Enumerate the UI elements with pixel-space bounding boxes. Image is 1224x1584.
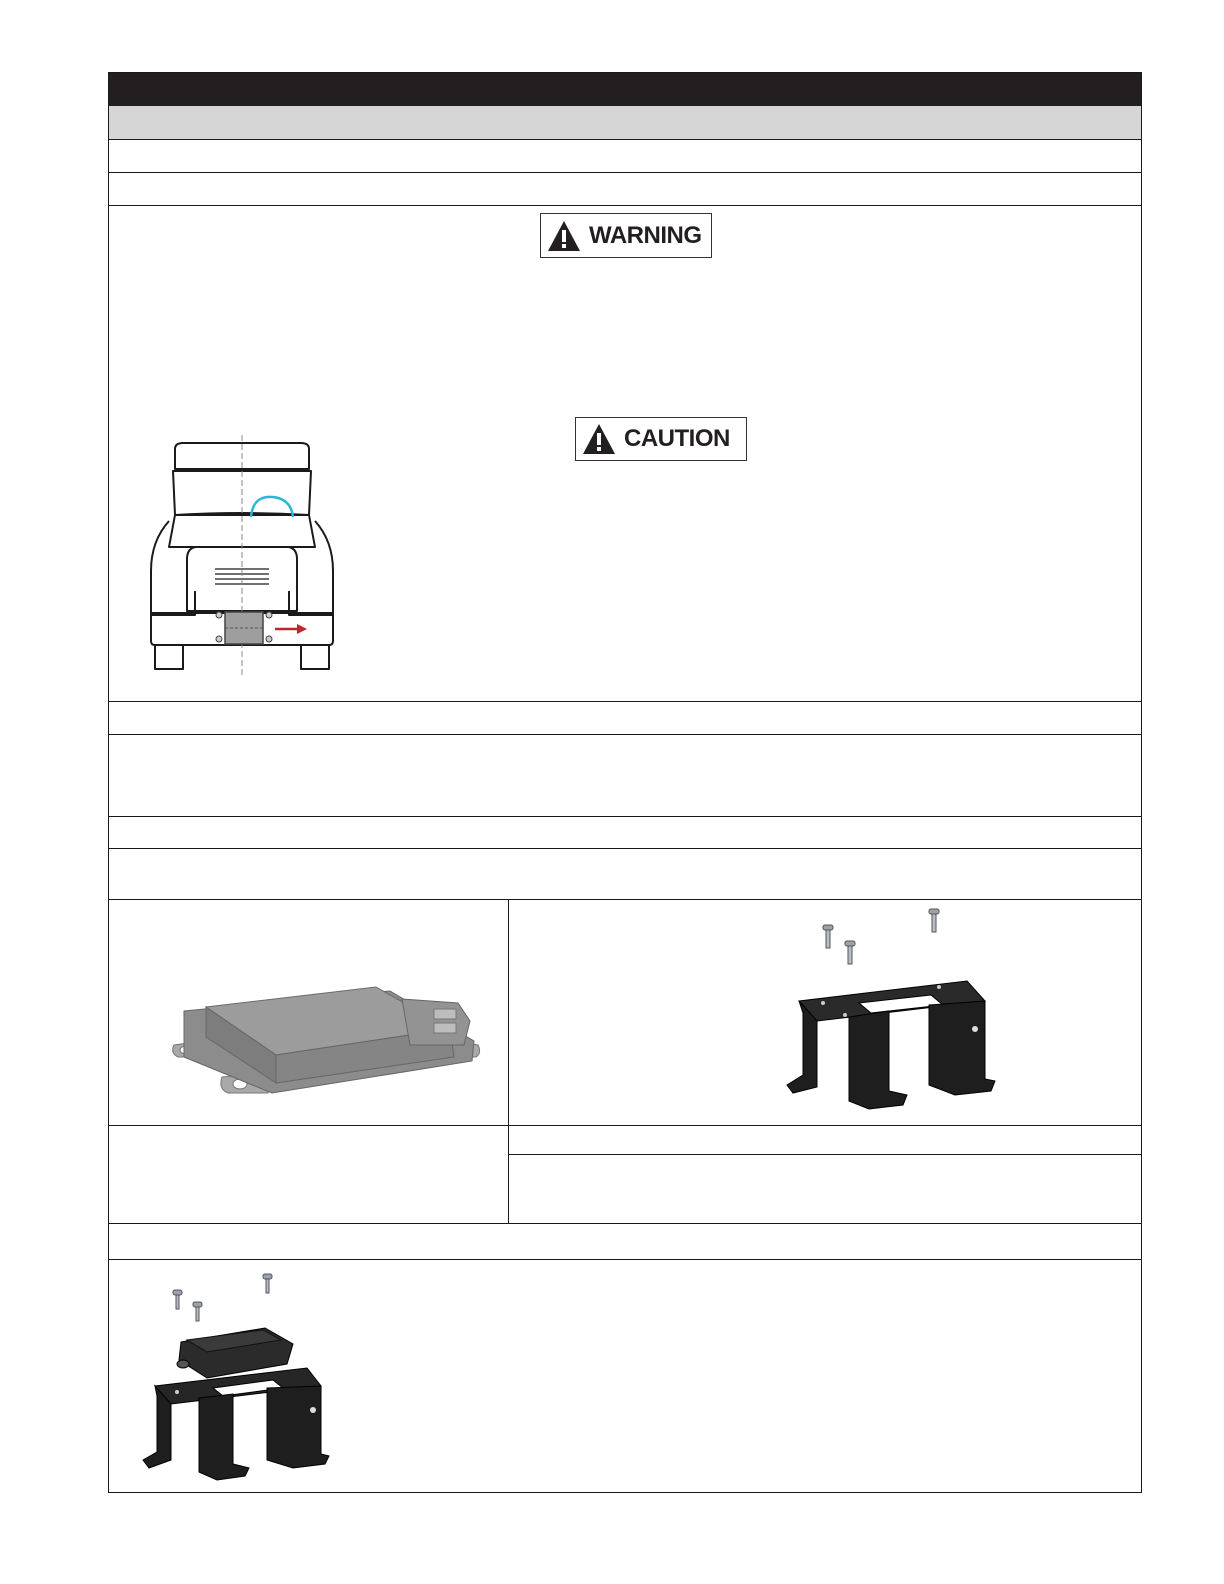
column-divider — [508, 899, 509, 1223]
screw-icon — [845, 941, 855, 964]
bracket-and-screws-figure — [779, 905, 1009, 1115]
row-divider — [109, 205, 1141, 206]
radar-module-figure — [164, 953, 484, 1103]
row-divider — [109, 899, 1141, 900]
row-divider — [109, 701, 1141, 702]
screw-icon — [823, 925, 833, 948]
caution-label: CAUTION — [624, 425, 730, 452]
screw-icon — [263, 1274, 272, 1293]
row-divider — [109, 1223, 1141, 1224]
screw-icon — [193, 1302, 202, 1321]
screw-icon — [173, 1290, 182, 1309]
warning-label: WARNING — [589, 221, 702, 249]
truck-mounting-location-figure — [139, 431, 344, 681]
row-divider — [109, 816, 1141, 817]
row-divider — [109, 172, 1141, 173]
subheader-band — [109, 106, 1141, 140]
module-bracket-assembly-figure — [137, 1268, 337, 1488]
instruction-sheet — [108, 72, 1142, 1493]
row-divider — [508, 1154, 1142, 1155]
exclamation-triangle-icon — [582, 423, 616, 455]
row-divider — [109, 848, 1141, 849]
warning-sign — [540, 213, 712, 258]
header-band — [109, 73, 1141, 106]
screw-icon — [929, 909, 939, 932]
caution-sign — [575, 417, 747, 461]
row-divider — [109, 1125, 1141, 1126]
row-divider — [109, 1259, 1141, 1260]
row-divider — [109, 734, 1141, 735]
exclamation-triangle-icon — [547, 220, 581, 252]
